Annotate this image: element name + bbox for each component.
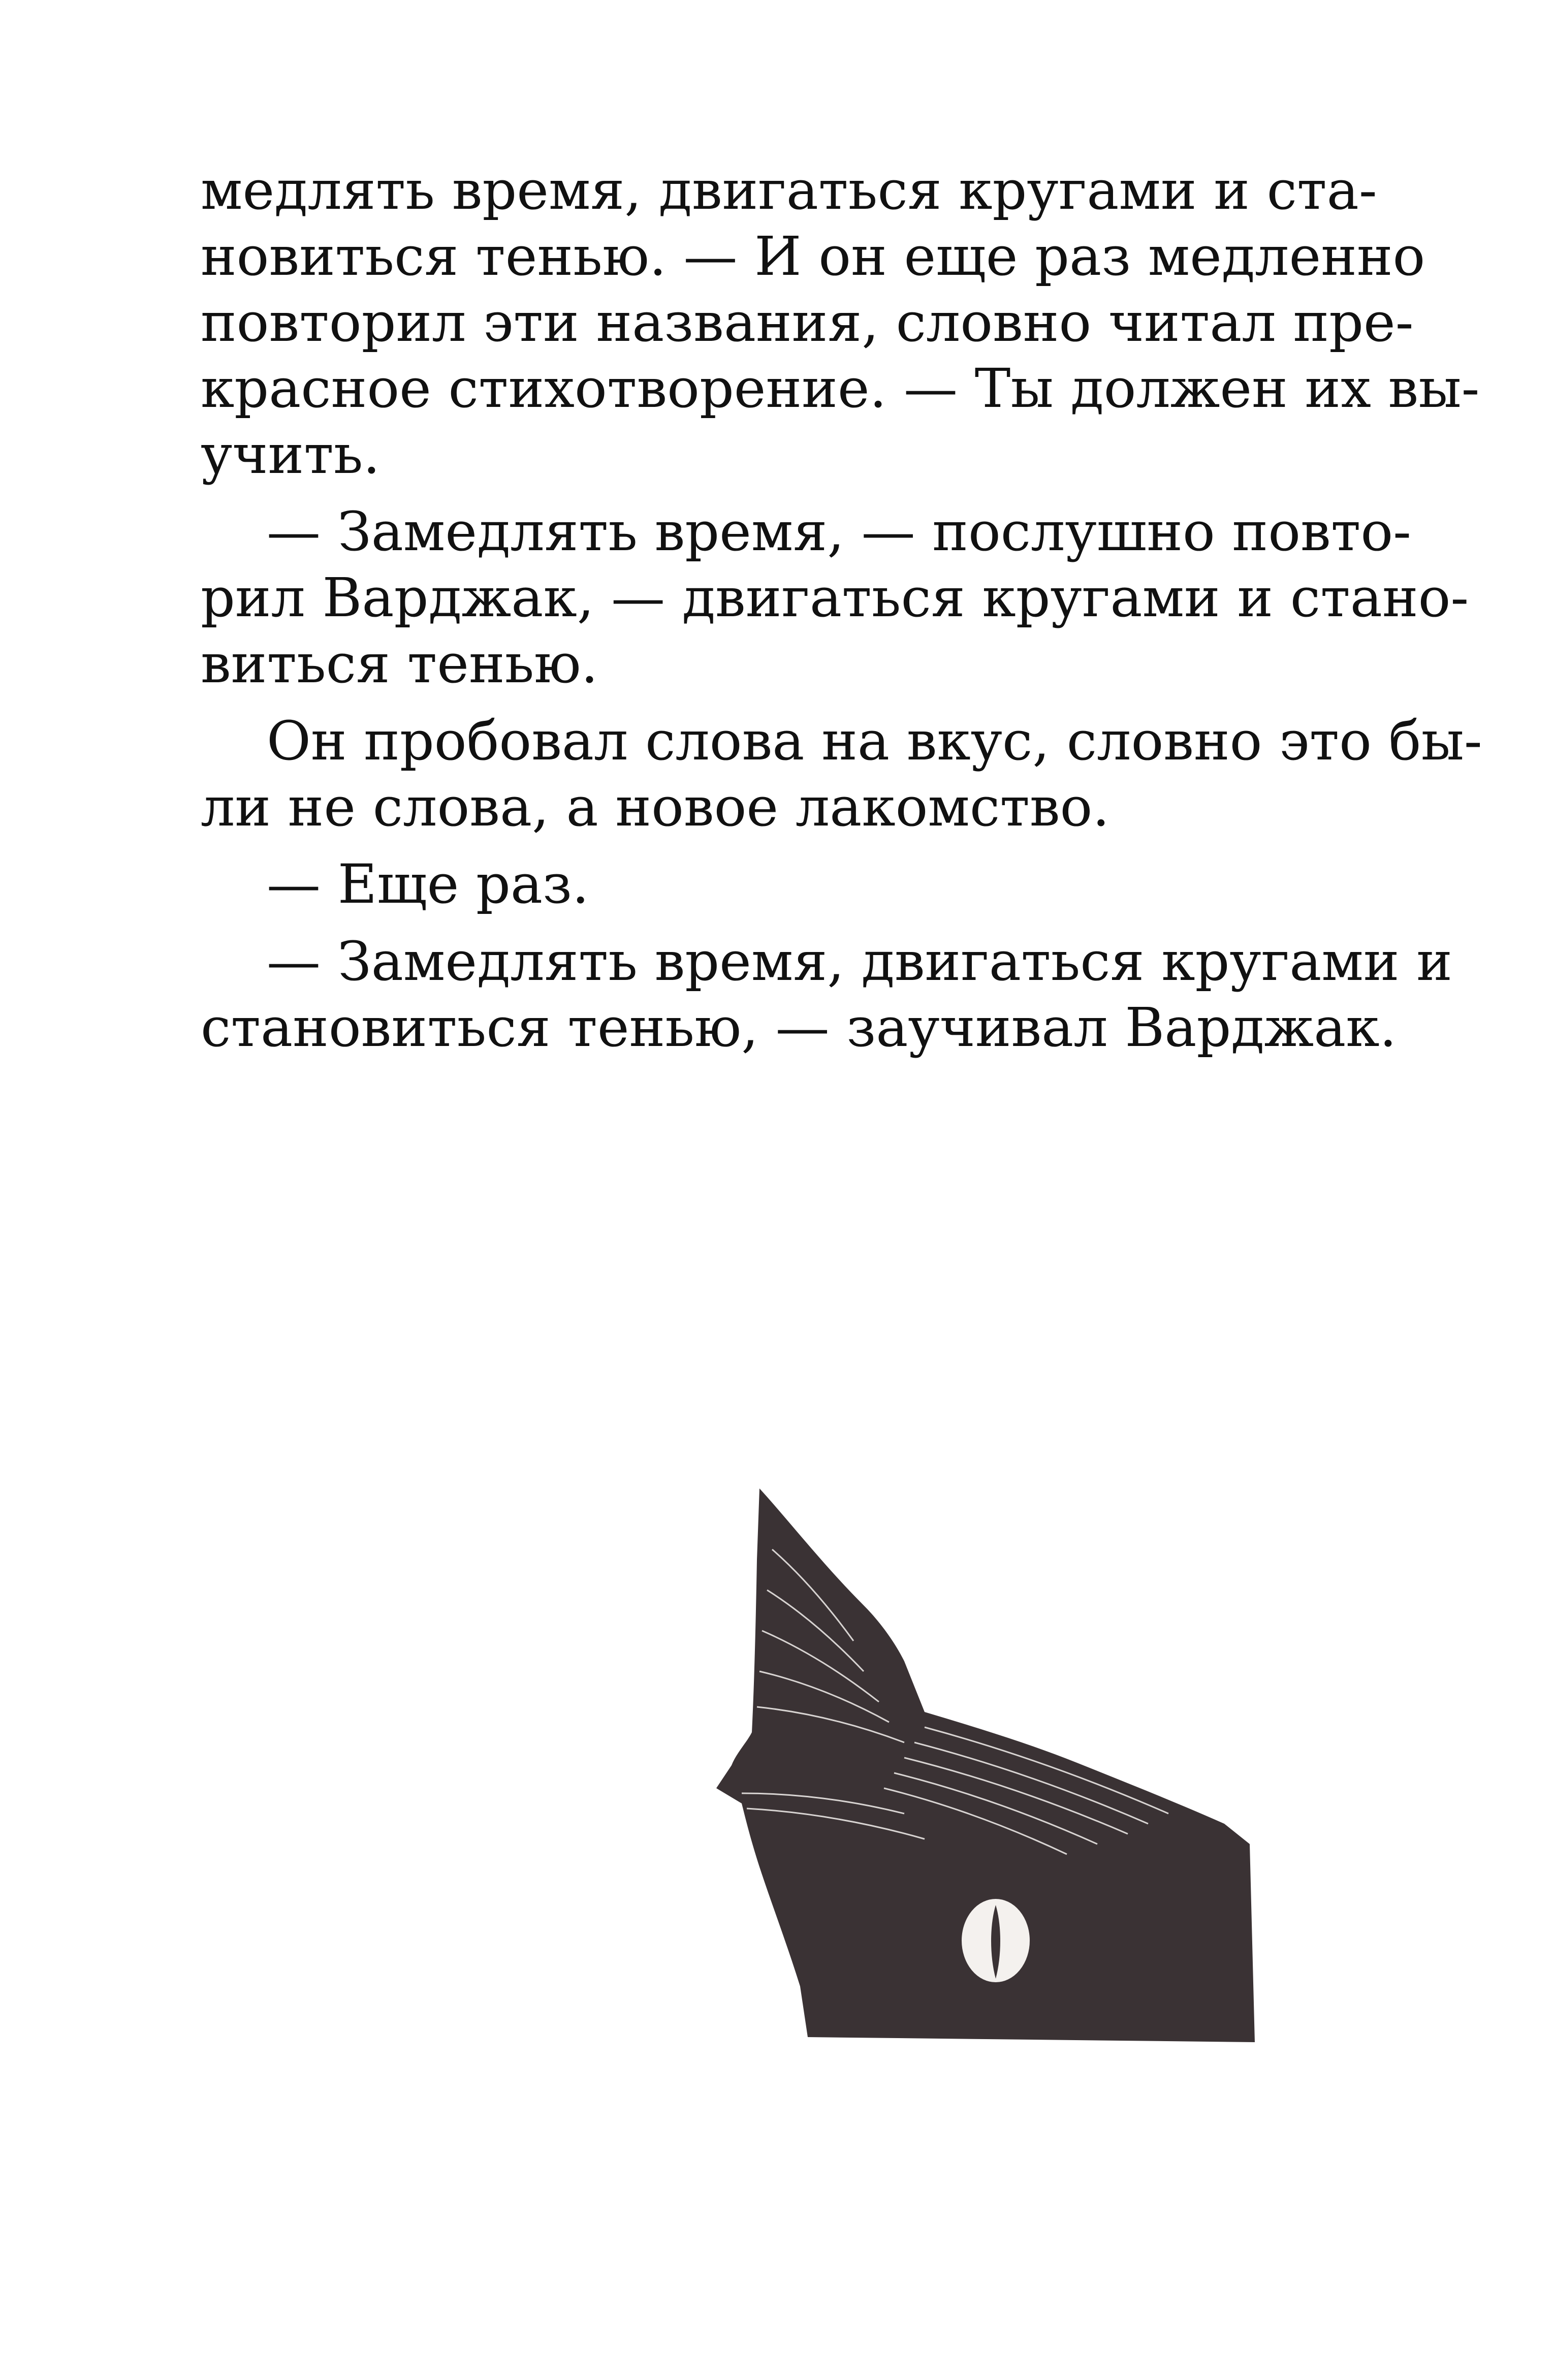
body-text [201, 157, 1482, 1061]
text-line: — Замедлять время, двигаться кругами и [267, 930, 1452, 993]
text-line: повторил эти названия, словно читал пре- [201, 291, 1414, 354]
text-line: рил Варджак, — двигаться кругами и стано- [201, 566, 1469, 629]
text-line: становиться тенью, — заучивал Варджак. [201, 996, 1397, 1059]
cat-head-silhouette-icon [711, 1488, 1361, 2057]
cat-eye [960, 1897, 1031, 1984]
text-line: Он пробовал слова на вкус, словно это бы- [267, 710, 1482, 772]
text-line: — Еще раз. [267, 853, 589, 915]
text-line: виться тенью. [201, 632, 598, 695]
text-line: красное стихотворение. — Ты должен их вы- [201, 357, 1480, 420]
text-line: медлять время, двигаться кругами и ста- [201, 159, 1377, 221]
text-line: новиться тенью. — И он еще раз медленно [201, 225, 1425, 288]
text-line: ли не слова, а новое лакомство. [201, 776, 1110, 838]
text-line: учить. [201, 423, 380, 486]
text-line: — Замедлять время, — послушно повто- [267, 500, 1411, 563]
